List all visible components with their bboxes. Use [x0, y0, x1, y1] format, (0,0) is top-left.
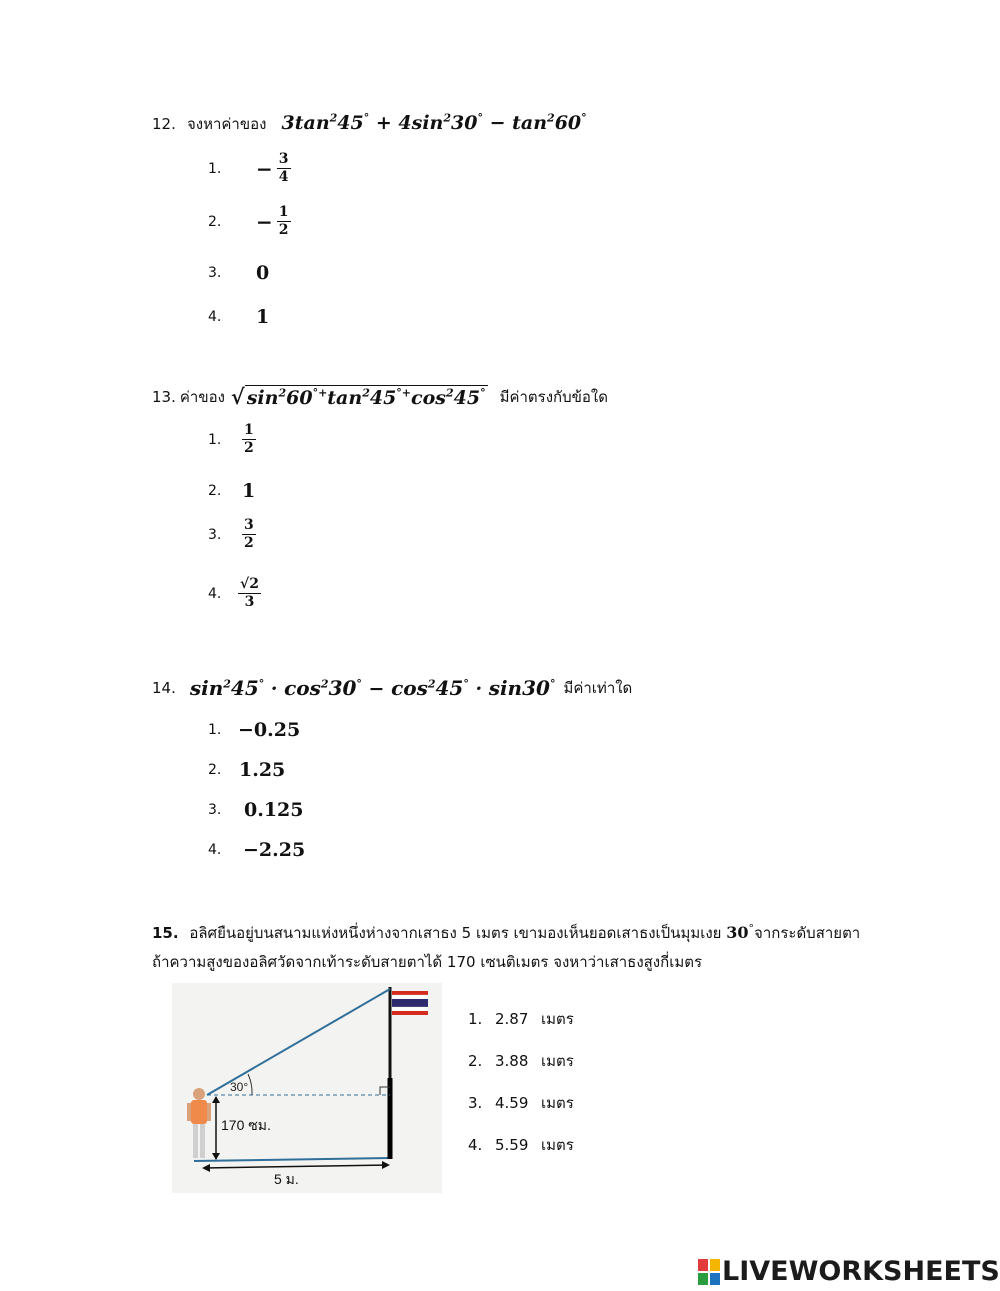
sqrt-symbol: √ [230, 384, 245, 409]
q13-option-3[interactable]: 3. $\frac{3}{2}$ [208, 517, 254, 551]
fraction: $\frac{1}{2}$ [278, 204, 289, 238]
fraction: $\frac{√2}{3}$ [240, 576, 259, 610]
q15-option-1[interactable]: 1. 2.87 เมตร [468, 1010, 574, 1028]
q14-option-3[interactable]: 3. 0.125 [208, 799, 304, 821]
fraction: $\frac{3}{2}$ [244, 517, 254, 551]
distance-label: 5 ม. [274, 1171, 299, 1187]
q12-option-3[interactable]: 3. 0 [208, 262, 270, 284]
q14-number: 14. [152, 679, 176, 697]
q15-number: 15. [152, 924, 179, 942]
q12-prompt: จงหาค่าของ [186, 115, 267, 133]
q13-suffix: มีค่าตรงกับข้อใด [499, 387, 608, 406]
fraction: $\frac{1}{2}$ [244, 422, 254, 456]
q13-number: 13. [152, 387, 176, 406]
height-label: 170 ซม. [221, 1117, 271, 1133]
q15-option-3[interactable]: 3. 4.59 เมตร [468, 1094, 574, 1112]
q13-option-2[interactable]: 2. 1 [208, 480, 256, 502]
q15-line2: ถ้าความสูงของอลิศวัดจากเท้าระดับสายตาได้ 170 เซนติเมตร จงหาว่าเสาธงสูงกี่เมตร [152, 953, 703, 971]
q12-number: 12. [152, 115, 176, 133]
q14-option-1[interactable]: 1. −0.25 [208, 719, 301, 741]
logo-text: LIVEWORKSHEETS [722, 1256, 1000, 1287]
thai-flag-icon [392, 991, 428, 1015]
q12-option-2[interactable]: 2. − $\frac{1}{2}$ [208, 204, 289, 238]
q15-option-2[interactable]: 2. 3.88 เมตร [468, 1052, 574, 1070]
q13-prompt: ค่าของ [179, 387, 225, 406]
logo-blocks-icon [698, 1259, 720, 1285]
q14-expression: $\sin^245^\circ \cdot \cos^230^\circ - \cos^245^\circ \cdot \sin 30^\circ$ [189, 676, 556, 700]
q14-option-2[interactable]: 2. 1.25 [208, 759, 286, 781]
question-14 [152, 676, 632, 700]
q14-suffix: มีค่าเท่าใด [563, 679, 633, 697]
flagpole-diagram [172, 983, 442, 1193]
question-13 [152, 384, 608, 409]
angle-label: 30° [230, 1080, 249, 1094]
question-15: 15. อลิศยืนอยู่บนสนามแห่งหนึ่งห่างจากเสาธง 5 เมตร เขามองเห็นยอดเสาธงเป็นมุมเงย 30°จากระดับสายตา [152, 922, 861, 942]
q15-option-4[interactable]: 4. 5.59 เมตร [468, 1136, 574, 1154]
q13-option-1[interactable]: 1. $\frac{1}{2}$ [208, 422, 254, 456]
fraction: $\frac{3}{4}$ [278, 151, 289, 185]
question-12 [152, 112, 587, 136]
q12-option-4[interactable]: 4. 1 [208, 306, 270, 328]
q13-expression: $\sin^260^{^\circ+}\tan^245^{^\circ+}\cos^245^\circ$ [246, 386, 486, 409]
q14-option-4[interactable]: 4. −2.25 [208, 839, 306, 861]
liveworksheets-logo [698, 1256, 1000, 1287]
q12-expression: $3\tan^245^\circ + 4\sin^230^\circ - \tan^260^\circ$ [281, 111, 587, 134]
q15-angle: 30 [726, 923, 749, 942]
q15-line1: อลิศยืนอยู่บนสนามแห่งหนึ่งห่างจากเสาธง 5 เมตร เขามองเห็นยอดเสาธงเป็นมุมเงย [189, 924, 722, 942]
q13-option-4[interactable]: 4. $\frac{√2}{3}$ [208, 576, 259, 610]
q12-option-1[interactable]: 1. − $\frac{3}{4}$ [208, 151, 289, 185]
q15-line1-end: จากระดับสายตา [754, 924, 861, 942]
